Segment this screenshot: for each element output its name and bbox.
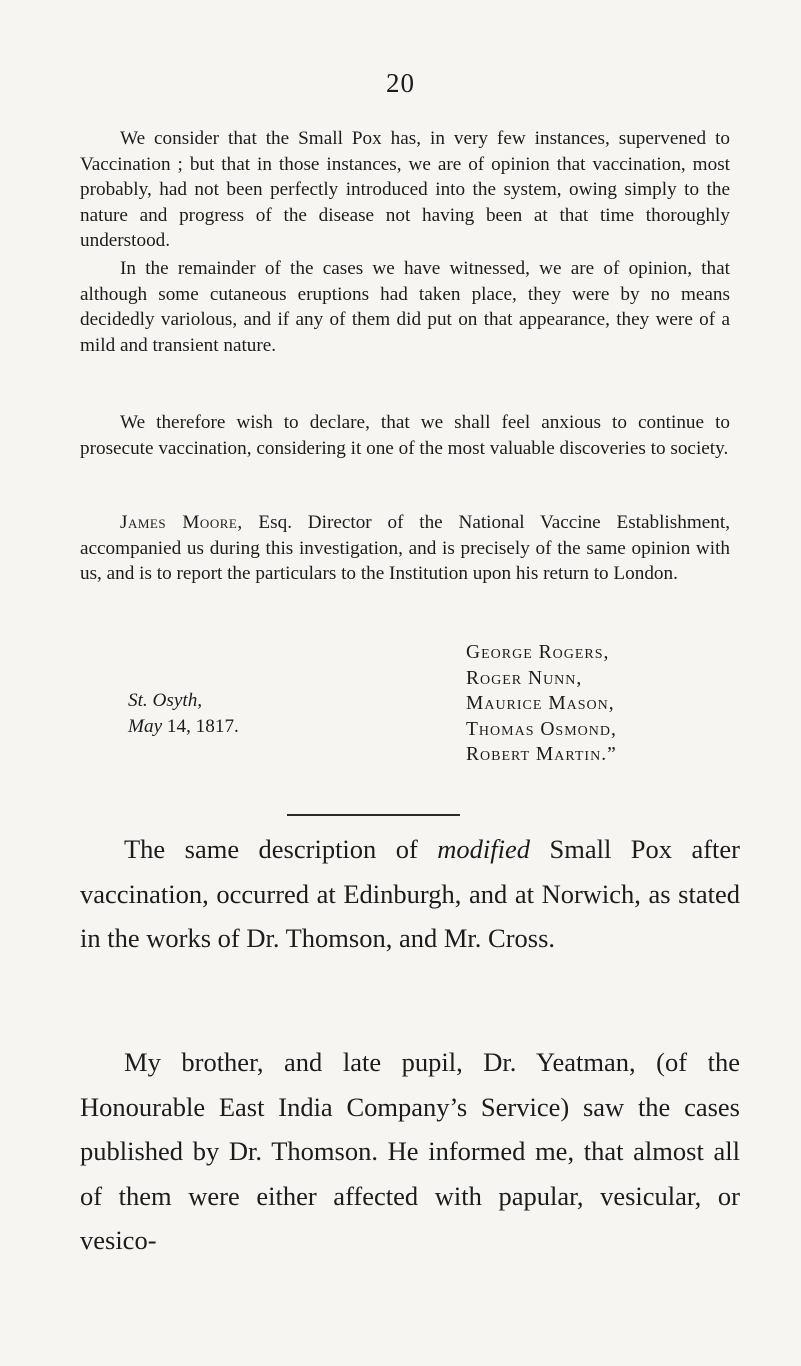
body-p1-italic: modified xyxy=(437,834,531,864)
letter-paragraph-3 xyxy=(80,410,730,461)
body-p1-before: The same description of xyxy=(124,834,438,864)
letter-paragraph-2-text: In the remainder of the cases we have witnessed, we are of opinion, that although some cutaneous eruptions had taken place, they were by no means decidedly variolous, and if any of them did put on that appearance, they were of a mild and transient nature. xyxy=(80,258,730,356)
date xyxy=(128,714,239,740)
date-rest: 14, 1817. xyxy=(162,715,239,737)
letter-paragraph-1 xyxy=(80,126,730,254)
date-month: May xyxy=(128,715,163,737)
body-p1-after: Small Pox after vaccination, occurred at Edinburgh, and at Norwich, as stated in the works of Dr. Thomson, and Mr. Cross. xyxy=(80,834,740,954)
signatory: George Rogers, xyxy=(466,642,610,663)
place-date xyxy=(128,688,239,739)
moore-text: Esq. Director of the National Vaccine Establishment, accompanied us during this investigation, and is precisely of the same opinion with us, and is to report the particulars to the Institution upon his return to London. xyxy=(80,512,730,584)
place: St. Osyth, xyxy=(128,690,203,711)
body-paragraph-2-text: My brother, and late pupil, Dr. Yeatman, (of the Honourable East India Company’s Service) saw the cases published by Dr. Thomson. He informed me, that almost all of them were either affected with papular, vesicular, or vesico- xyxy=(80,1047,740,1256)
signatory: Maurice Mason, xyxy=(466,693,615,714)
signatory: Robert Martin.” xyxy=(466,744,617,765)
moore-paragraph xyxy=(80,510,730,587)
body-paragraph-2 xyxy=(80,1040,740,1263)
moore-name: James Moore, xyxy=(120,512,243,533)
signatory: Thomas Osmond, xyxy=(466,718,617,740)
section-divider xyxy=(287,814,460,816)
moore-paragraph-text xyxy=(80,510,730,587)
letter-paragraph-3-text: We therefore wish to declare, that we shall feel anxious to continue to prosecute vaccination, considering it one of the most valuable discoveries to society. xyxy=(80,412,730,459)
letter-paragraph-1-text: We consider that the Small Pox has, in very few instances, supervened to Vaccination ; but that in those instances, we are of opinion that vaccination, most probably, had not been perfectly introduced into the system, owing simply to the nature and progress of the disease not having been at that time thoroughly understood. xyxy=(80,128,730,251)
letter-paragraph-2 xyxy=(80,256,730,358)
page-number: 20 xyxy=(386,68,415,98)
body-paragraph-1 xyxy=(80,827,740,961)
signatories xyxy=(466,640,617,768)
signatory: Roger Nunn, xyxy=(466,667,583,689)
body-paragraph-1-text xyxy=(80,827,740,961)
